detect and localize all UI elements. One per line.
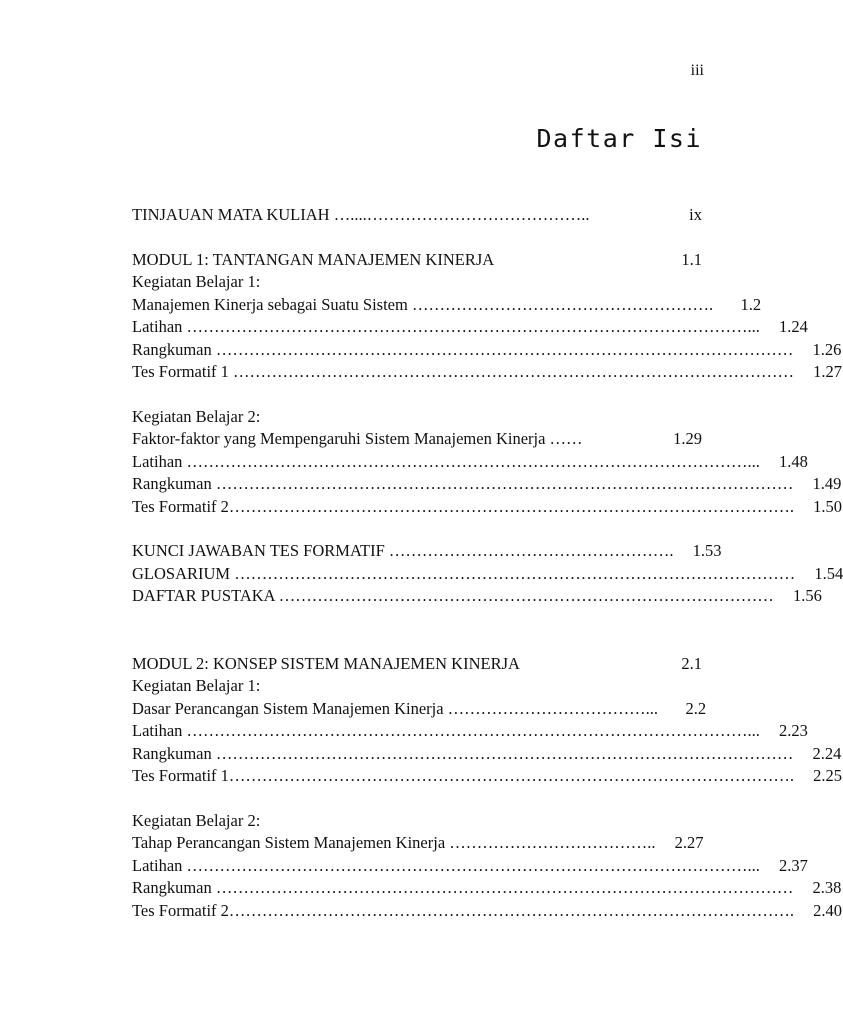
toc-entry-text: Rangkuman ……………………………………………………………………………………………	[132, 474, 794, 493]
module-heading-text: MODUL 1: TANTANGAN MANAJEMEN KINERJA	[132, 249, 495, 269]
page-number: iii	[690, 62, 704, 79]
toc-entry-text: Faktor-faktor yang Mempengaruhi Sistem Manajemen Kinerja ……	[132, 429, 583, 448]
spacer	[132, 788, 702, 810]
kegiatan-belajar-label: Kegiatan Belajar 1:	[132, 676, 261, 695]
toc-page-ref: 2.24	[812, 743, 842, 763]
toc-entry-kunci-jawaban[interactable]	[132, 540, 722, 563]
table-of-contents	[132, 204, 843, 922]
toc-entry[interactable]	[132, 900, 843, 923]
toc-entry-glosarium[interactable]	[132, 563, 843, 586]
toc-page-ref: 1.26	[812, 339, 842, 359]
toc-page-ref: 1.49	[812, 474, 842, 493]
toc-page-ref: 2.38	[812, 878, 842, 897]
toc-entry-text: Manajemen Kinerja sebagai Suatu Sistem ……………………………………………….	[132, 294, 714, 314]
toc-entry[interactable]	[132, 339, 842, 362]
toc-entry[interactable]	[132, 361, 843, 384]
toc-entry[interactable]	[132, 720, 808, 743]
toc-entry-text: Latihan …………………………………………………………………………………………...	[132, 317, 760, 336]
toc-page-ref: 1.54	[814, 563, 843, 583]
spacer	[132, 608, 702, 653]
toc-page-ref: 2.27	[674, 833, 704, 852]
toc-entry-text: Rangkuman ……………………………………………………………………………………………	[132, 743, 794, 763]
spacer	[132, 227, 702, 249]
toc-page-ref: 1.27	[813, 362, 843, 381]
toc-entry[interactable]	[132, 428, 702, 451]
toc-module-2-heading[interactable]	[132, 653, 702, 676]
toc-entry-text: Dasar Perancangan Sistem Manajemen Kinerja ………………………………...	[132, 698, 659, 718]
toc-entry[interactable]	[132, 855, 808, 878]
toc-entry[interactable]	[132, 496, 843, 519]
toc-entry-text: Rangkuman ……………………………………………………………………………………………	[132, 339, 794, 359]
toc-page-ref: ix	[689, 205, 702, 224]
toc-entry[interactable]	[132, 698, 707, 721]
spacer	[132, 518, 702, 540]
toc-entry[interactable]	[132, 451, 808, 474]
page-title: Daftar Isi	[536, 124, 702, 153]
kegiatan-belajar-label: Kegiatan Belajar 2:	[132, 406, 261, 426]
toc-entry-daftar-pustaka[interactable]	[132, 585, 822, 608]
toc-entry-text: Tes Formatif 2………………………………………………………………………………………….	[132, 496, 795, 516]
toc-entry[interactable]	[132, 877, 842, 900]
toc-entry-text: Latihan …………………………………………………………………………………………...	[132, 721, 760, 740]
toc-page-ref: 1.50	[813, 496, 843, 516]
spacer	[132, 384, 702, 406]
module-heading-text: MODUL 2: KONSEP SISTEM MANAJEMEN KINERJA	[132, 653, 520, 673]
toc-module-1-heading[interactable]	[132, 249, 702, 272]
toc-page-ref: 1.2	[740, 294, 762, 314]
toc-entry-text: Latihan …………………………………………………………………………………………...	[132, 451, 760, 471]
toc-entry-text: DAFTAR PUSTAKA ………………………………………………………………………………	[132, 586, 774, 605]
toc-entry-text: GLOSARIUM …………………………………………………………………………………………	[132, 563, 796, 583]
toc-page-ref: 1.29	[673, 429, 702, 448]
toc-page-ref: 1.56	[792, 586, 822, 605]
toc-entry-text: Tes Formatif 1 …………………………………………………………………………………………	[132, 362, 795, 381]
toc-entry[interactable]	[132, 473, 842, 496]
toc-entry[interactable]	[132, 316, 808, 339]
toc-entry-text: Latihan …………………………………………………………………………………………...	[132, 855, 760, 875]
toc-page-ref: 2.25	[813, 766, 843, 785]
toc-entry[interactable]	[132, 743, 842, 766]
toc-page-ref: 2.1	[681, 653, 702, 673]
toc-entry-text: Rangkuman ……………………………………………………………………………………………	[132, 878, 794, 897]
kegiatan-belajar-label: Kegiatan Belajar 2:	[132, 810, 261, 830]
toc-page-ref: 1.1	[681, 249, 702, 269]
toc-entry-text: TINJAUAN MATA KULIAH …....…………………………………..	[132, 205, 590, 224]
toc-page-ref: 1.53	[692, 541, 722, 560]
toc-entry[interactable]	[132, 765, 843, 788]
toc-page-ref: 2.40	[813, 900, 843, 920]
toc-entry-tinjauan[interactable]	[132, 204, 702, 227]
toc-page-ref: 2.2	[685, 698, 707, 718]
toc-page-ref: 1.24	[779, 317, 808, 336]
toc-entry[interactable]	[132, 294, 762, 317]
toc-page-ref: 1.48	[779, 451, 808, 471]
toc-entry-text: Tes Formatif 1………………………………………………………………………………………….	[132, 766, 795, 785]
toc-entry-text: KUNCI JAWABAN TES FORMATIF …………………………………………….	[132, 541, 674, 560]
toc-entry-text: Tahap Perancangan Sistem Manajemen Kinerja ………………………………..	[132, 833, 656, 852]
toc-entry-text: Tes Formatif 2………………………………………………………………………………………….	[132, 900, 795, 920]
toc-page-ref: 2.23	[779, 721, 808, 740]
kegiatan-belajar-label: Kegiatan Belajar 1:	[132, 272, 261, 291]
toc-entry[interactable]	[132, 832, 702, 855]
toc-page-ref: 2.37	[779, 855, 808, 875]
